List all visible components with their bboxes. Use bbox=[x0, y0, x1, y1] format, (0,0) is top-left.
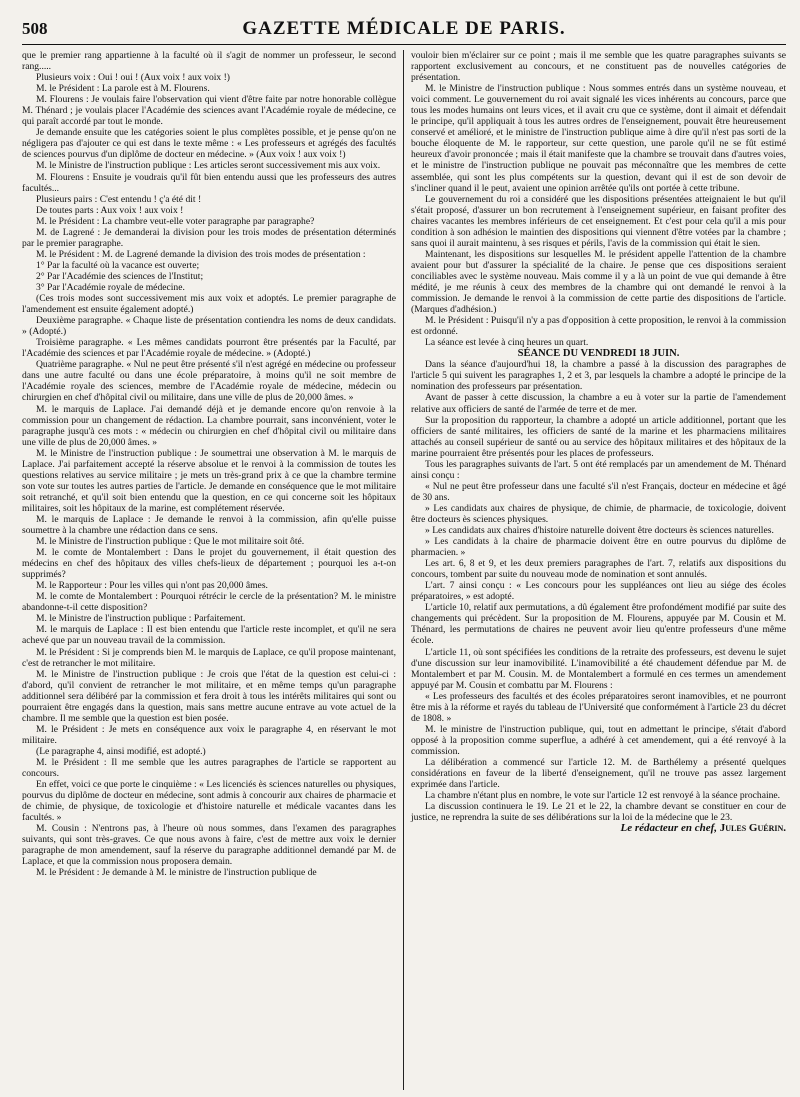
left-column bbox=[22, 50, 404, 1090]
page-number: 508 bbox=[22, 19, 48, 38]
page-header bbox=[22, 18, 786, 45]
paragraph: L'art. 7 ainsi conçu : « Les concours pour les suppléances ont lieu au siége des écoles préparatoires, » est adopté. bbox=[411, 580, 786, 603]
paragraph: Maintenant, les dispositions sur lesquelles M. le président appelle l'attention de la chambre avaient pour but d'assurer la spécialité de la chaire. Je pense que ces dispositions seraient conciliables avec le système nouveau. Mais comme il y a là un point de vue qui demande à être médité, je me réunis à ceux des membres de la chambre qui ont demandé le renvoi à la commission. Je demande le renvoi à la commission de cette partie des dispositions de l'article. (Marques d'adhésion.) bbox=[411, 248, 786, 316]
paragraph: » Les candidats aux chaires d'histoire naturelle doivent être docteurs ès sciences naturelles. bbox=[425, 525, 774, 537]
paragraph: M. le Ministre de l'instruction publique : Parfaitement. bbox=[36, 613, 246, 625]
session-heading: SÉANCE DU VENDREDI 18 JUIN. bbox=[517, 348, 680, 360]
paragraph: Je demande ensuite que les catégories soient le plus complètes possible, et je pense qu'on ne négligera pas d'ajouter ce qui est dans le texte même : « Les professeurs et agrégés des facultés de sciences pourvus d'un diplôme de docteur en médecine. » (Aux voix ! aux voix !) bbox=[22, 127, 396, 161]
right-column-body bbox=[411, 50, 786, 823]
paragraph: M. le comte de Montalembert : Pourquoi rétrécir le cercle de la présentation? M. le ministre abandonne-t-il cette disposition? bbox=[22, 591, 396, 614]
paragraph: vouloir bien m'éclairer sur ce point ; mais il me semble que les quatre paragraphes suivants se rapportent exclusivement au concours, et ne constituent pas de nouvelles catégories de présentation. bbox=[411, 50, 786, 84]
paragraph: Sur la proposition du rapporteur, la chambre a adopté un article additionnel, portant que les officiers de santé militaires, les officiers de santé de la marine et les pharmaciens militaires attachés au conseil supérieur de santé ou au service des hôpitaux militaires et des hôpitaux de la marine pourraient être présentés pour les places de professeurs. bbox=[411, 414, 786, 459]
paragraph: L'article 10, relatif aux permutations, a dû également être profondément modifié par suite des changements qui précèdent. Sur la proposition de M. Flourens, appuyée par M. Cousin et M. Thénard, les permutations de chaires ne peuvent avoir lieu qu'entre professeurs d'une même école. bbox=[411, 602, 786, 647]
paragraph: M. Flourens : Je voulais faire l'observation qui vient d'être faite par notre honorable collègue M. Thénard ; je voulais placer l'Académie des sciences avant l'Académie royale de médecine, ce qui paraît accordé par tout le monde. bbox=[22, 94, 396, 128]
paragraph: M. le marquis de Laplace : Je demande le renvoi à la commission, afin qu'elle puisse soumettre à la chambre une rédaction dans ce sens. bbox=[22, 513, 396, 537]
paragraph: Dans la séance d'aujourd'hui 18, la chambre a passé à la discussion des paragraphes de l'article 5 qui suivent les paragraphes 1, 2 et 3, par lesquels la chambre a adopté le principe de la nomination des professeurs par présentation. bbox=[411, 359, 786, 393]
paragraph: M. le Rapporteur : Pour les villes qui n'ont pas 20,000 âmes. bbox=[36, 580, 268, 592]
paragraph: 1° Par la faculté où la vacance est ouverte; bbox=[36, 259, 200, 271]
paragraph: 3° Par l'Académie royale de médecine. bbox=[36, 281, 185, 293]
paragraph: M. le Président : M. de Lagrené demande la division des trois modes de présentation : bbox=[36, 248, 366, 260]
paragraph: » Les candidats à la chaire de pharmacie doivent être en outre pourvus du diplôme de pharmacien. » bbox=[411, 536, 786, 559]
paragraph: M. Flourens : Ensuite je voudrais qu'il fût bien entendu aussi que les professeurs des autres facultés... bbox=[22, 171, 396, 194]
paragraph: Deuxième paragraphe. « Chaque liste de présentation contiendra les noms de deux candidats. » (Adopté.) bbox=[22, 315, 396, 338]
paragraph: M. Cousin : N'entrons pas, à l'heure où nous sommes, dans l'examen des paragraphes suivants, qui sont très-graves. Ce que nous avons à faire, c'est de mettre aux voix le dernier paragraphe de mon amendement, sauf la réserve du paragraphe additionnel demandé par M. de Laplace, et que la commission nous proposera demain. bbox=[22, 823, 396, 868]
paragraph: M. le Président : Si je comprends bien M. le marquis de Laplace, ce qu'il propose maintenant, c'est de retrancher le mot militaire. bbox=[22, 646, 396, 669]
paragraph: M. le Président : Il me semble que les autres paragraphes de l'article se rapportent au concours. bbox=[22, 757, 396, 780]
paragraph: L'article 11, où sont spécifiées les conditions de la retraite des professeurs, est devenu le sujet d'une discussion sur leur inamovibilité. L'inamovibilité a été chaudement défendue par M. de Montalembert et par M. Cousin. M. de Montalembert a formulé en ces termes un amendement appuyé par M. Cousin et combattu par M. Flourens : bbox=[411, 646, 786, 691]
paragraph: Plusieurs pairs : C'est entendu ! ç'a été dit ! bbox=[36, 193, 202, 205]
paragraph: M. le Président : Puisqu'il n'y a pas d'opposition à cette proposition, le renvoi à la commission est ordonné. bbox=[411, 315, 786, 338]
signature bbox=[411, 823, 786, 834]
paragraph: (Ces trois modes sont successivement mis aux voix et adoptés. Le premier paragraphe de l'amendement est ensuite également adopté.) bbox=[22, 293, 396, 316]
paragraph: Quatrième paragraphe. « Nul ne peut être présenté s'il n'est agrégé en médecine ou professeur dans une autre faculté ou dans une école préparatoire, à moins qu'il ne soit membre de l'Académie royale des sciences, membre de l'Académie royale de médecine, médecin ou chirurgien en chef d'hôpital civil ou militaire, dans une ville de plus de 20,000 âmes. » bbox=[22, 359, 396, 404]
paragraph: M. le Président : La parole est à M. Flourens. bbox=[36, 83, 210, 95]
signature-name: Jules Guérin. bbox=[719, 822, 786, 835]
paragraph: M. le Président : Je demande à M. le ministre de l'instruction publique de bbox=[36, 867, 317, 879]
paragraph: La délibération a commencé sur l'article 12. M. de Barthélemy a présenté quelques considérations en faveur de la liberté d'enseignement, qu'il ne trouve pas assez largement exprimée dans l'article. bbox=[411, 757, 786, 791]
right-column bbox=[404, 50, 786, 1090]
signature-role: Le rédacteur en chef, bbox=[620, 822, 717, 835]
paragraph: M. le Président : Je mets en conséquence aux voix le paragraphe 4, en réservant le mot militaire. bbox=[22, 723, 396, 746]
paragraph: M. le Ministre de l'instruction publique : Nous sommes entrés dans un système nouveau, et voici comment. Le gouvernement du roi avait signalé les vices inhérents au concours, parce que tous les modes humains ont leurs vices, et il avait cru que ce système, dont il aimait et défendait le principe, qu'il appliquait à tous les autres ordres de l'enseignement, pouvait être heureusement conservé et amélioré, et le ministre de l'instruction publique aime à dire qu'il n'est pas sorti de la bouche éloquente de M. le rapporteur, sur cette question, une parole qu'il ne se fût estimé heureux d'avoir prononcée ; mais il était manifeste que la chambre se trouvait dans d'autres voies, et le ministre de l'instruction publique ne pouvait pas méconnaître que les membres de cette assemblée, qui sont les plus compétents sur la question, devant qui il est de son devoir de s'incliner quand il le peut, avaient une opinion arrêtée qu'ils ont portée à cette tribune. bbox=[411, 83, 786, 194]
paragraph: La discussion continuera le 19. Le 21 et le 22, la chambre devant se constituer en cour de justice, ne reprendra la suite de ses délibérations sur la loi de la médecine que le 23. bbox=[411, 801, 786, 824]
paragraph: Plusieurs voix : Oui ! oui ! (Aux voix ! aux voix !) bbox=[36, 72, 230, 84]
paragraph: La chambre n'étant plus en nombre, le vote sur l'article 12 est renvoyé à la séance prochaine. bbox=[425, 790, 781, 802]
paragraph: Troisième paragraphe. « Les mêmes candidats pourront être présentés par la Faculté, par l'Académie des sciences et par l'Académie royale de médecine. » (Adopté.) bbox=[22, 337, 396, 360]
journal-title: GAZETTE MÉDICALE DE PARIS. bbox=[242, 18, 566, 39]
paragraph: « Les professeurs des facultés et des écoles préparatoires seront inamovibles, et ne pourront être mis à la réforme et rayés du tableau de l'Université que conformément à l'article 23 du décret de 1808. » bbox=[411, 690, 786, 724]
text-columns bbox=[22, 50, 786, 1090]
paragraph: M. le Ministre de l'instruction publique : Les articles seront successivement mis aux voix. bbox=[36, 160, 381, 172]
paragraph: En effet, voici ce que porte le cinquième : « Les licenciés ès sciences naturelles ou physiques, pourvus du diplôme de docteur en médecine, sont admis à concourir aux chaires de pharmacie et de chimie, de physique, de toxicologie et d'histoire naturelle et médicale vacantes dans les facultés. » bbox=[22, 779, 396, 824]
paragraph: M. le Ministre de l'instruction publique : Je crois que l'état de la question est celui-ci : d'abord, qu'il convient de retrancher le mot militaire, et en même temps qu'un paragraphe additionnel sera délibéré par la commission et fera droit à tous les intérêts militaires qui sont ou pourraient être engagés dans la question, mais sans mettre aucune entrave au vote actuel de la chambre. Il me semble que la question est bien posée. bbox=[22, 668, 396, 724]
paragraph: » Les candidats aux chaires de physique, de chimie, de pharmacie, de toxicologie, doivent être docteurs ès sciences physiques. bbox=[411, 502, 786, 525]
paragraph: M. le marquis de Laplace. J'ai demandé déjà et je demande encore qu'on renvoie à la commission pour un changement de rédaction. La chambre pourrait, sans inconvénient, voter le paragraphe jusqu'à ces mots : « médecin ou chirurgien en chef d'hôpital civil ou militaire dans une ville de plus de 20,000 âmes. » bbox=[22, 403, 396, 448]
paragraph: (Le paragraphe 4, ainsi modifié, est adopté.) bbox=[36, 745, 206, 757]
paragraph: 2° Par l'Académie des sciences de l'Institut; bbox=[36, 270, 204, 282]
paragraph: De toutes parts : Aux voix ! aux voix ! bbox=[36, 204, 184, 216]
paragraph: que le premier rang appartienne à la faculté où il s'agit de nommer un professeur, le second rang..... bbox=[22, 50, 396, 73]
paragraph: M. le comte de Montalembert : Dans le projet du gouvernement, il était question des médecins en chef des hôpitaux des villes chefs-lieux de département ; pourquoi les a-t-on supprimés? bbox=[22, 547, 396, 581]
paragraph: Tous les paragraphes suivants de l'art. 5 ont été remplacés par un amendement de M. Thénard ainsi conçu : bbox=[411, 458, 786, 481]
paragraph: M. de Lagrené : Je demanderai la division pour les trois modes de présentation déterminés par le premier paragraphe. bbox=[22, 226, 396, 249]
paragraph: M. le ministre de l'instruction publique, qui, tout en admettant le principe, s'était d'abord opposé à la proposition comme superflue, a adhéré à cet amendement, qui a été renvoyé à la commission. bbox=[411, 723, 786, 757]
paragraph: M. le marquis de Laplace : Il est bien entendu que l'article reste incomplet, et qu'il ne sera achevé que par un nouveau travail de la commission. bbox=[22, 624, 396, 647]
paragraph: Avant de passer à cette discussion, la chambre a eu à voter sur la partie de l'amendement relative aux officiers de santé de l'armée de terre et de mer. bbox=[411, 392, 786, 415]
paragraph: La séance est levée à cinq heures un quart. bbox=[425, 337, 589, 349]
paragraph: Les art. 6, 8 et 9, et les deux premiers paragraphes de l'art. 7, relatifs aux dispositions du concours, tombent par suite du nouveau mode de nomination et sont annulés. bbox=[411, 558, 786, 581]
paragraph: Le gouvernement du roi a considéré que les dispositions présentées atteignaient le but qu'il s'était proposé, d'assurer un bon recrutement à l'enseignement supérieur, en faisant profiter des chaires vacantes les membres inférieurs de cet enseignement. Et c'est pour cela qu'il a mis pour condition à son adhésion le maintien des dispositions qui viennent d'être votées par la chambre ; sans quoi il aurait maintenu, à ses risques et périls, l'avis de la commission qui était le sien. bbox=[411, 193, 786, 249]
paragraph: « Nul ne peut être professeur dans une faculté s'il n'est Français, docteur en médecine et âgé de 30 ans. bbox=[411, 480, 786, 503]
paragraph: M. le Ministre de l'instruction publique : Que le mot militaire soit ôté. bbox=[36, 536, 305, 548]
paragraph: M. le Président : La chambre veut-elle voter paragraphe par paragraphe? bbox=[36, 215, 315, 227]
paragraph: M. le Ministre de l'instruction publique : Je soumettrai une observation à M. le marquis de Laplace. J'ai parfaitement accepté la réserve absolue et le renvoi à la commission de toutes les questions relatives au service militaire ; je mets un très-grand prix à ce que la chambre termine son vote sur toutes les autres parties de l'article. Je demande en conséquence que le mot militaire soit retranché, et qu'il soit bien entendu que la question, en ce qui concerne soit les hôpitaux militaires, soit les hôpitaux de la marine, est complétement réservée. bbox=[22, 447, 396, 514]
